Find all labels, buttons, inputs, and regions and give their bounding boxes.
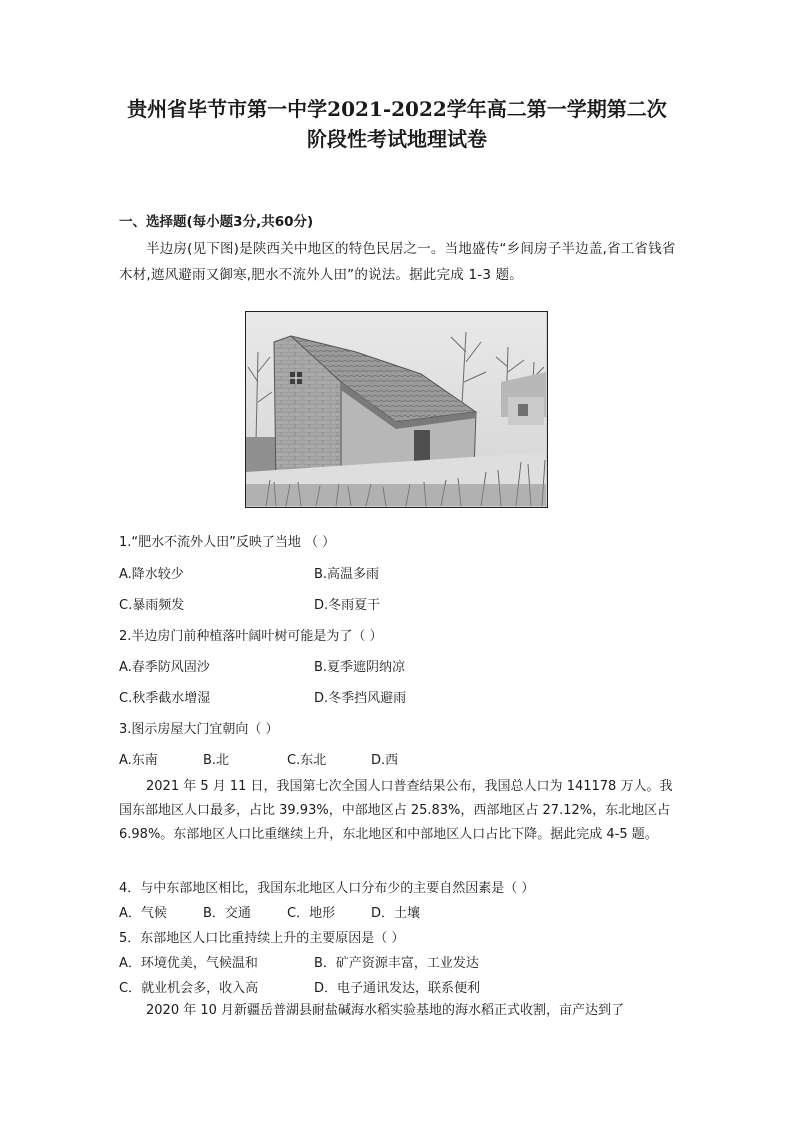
q2-option-b[interactable]: B.夏季遮阴纳凉 — [314, 660, 406, 675]
q2-option-d[interactable]: D.冬季挡风避雨 — [314, 691, 407, 706]
q1-option-c[interactable]: C.暴雨频发 — [119, 598, 185, 613]
half-house-illustration — [246, 312, 546, 506]
q5-option-b[interactable]: B．矿产资源丰富，工业发达 — [314, 956, 479, 971]
q4-option-b[interactable]: B．交通 — [203, 906, 251, 921]
intro-paragraph-3: 2020 年 10 月新疆岳普湖县耐盐碱海水稻实验基地的海水稻正式收割，亩产达到了 — [146, 1003, 625, 1018]
q5-option-c[interactable]: C．就业机会多，收入高 — [119, 981, 259, 996]
title-line-2: 阶段性考试地理试卷 — [307, 127, 487, 151]
q5-option-a[interactable]: A．环境优美，气候温和 — [119, 956, 258, 971]
q1-option-a[interactable]: A.降水较少 — [119, 567, 184, 582]
intro-paragraph-1: 半边房(见下图)是陕西关中地区的特色民居之一。当地盛传“乡间房子半边盖,省工省钱省木材,遮风避雨又御寒,肥水不流外人田”的说法。据此完成 1-3 题。 — [119, 241, 676, 283]
q4-option-d[interactable]: D．土壤 — [371, 906, 421, 921]
q2-option-a[interactable]: A.春季防风固沙 — [119, 660, 210, 675]
question-2-stem: 2.半边房门前种植落叶阔叶树可能是为了（ ） — [119, 629, 383, 644]
question-5-stem: 5．东部地区人口比重持续上升的主要原因是（ ） — [119, 931, 405, 946]
q3-option-d[interactable]: D.西 — [371, 753, 399, 768]
q3-option-b[interactable]: B.北 — [203, 753, 230, 768]
title-line-1: 贵州省毕节市第一中学2021-2022学年高二第一学期第二次 — [127, 97, 667, 121]
intro-paragraph-2: 2021 年 5 月 11 日，我国第七次全国人口普查结果公布，我国总人口为 141178 万人。我国东部地区人口最多，占比 39.93%，中部地区占 25.83%，西部地区占 27.12%，东北地区占 6.98%。东部地区人口比重继续上升，东北地区和中部地区人口占比下降。据此完成 4-5 题。 — [119, 779, 673, 842]
q4-option-a[interactable]: A．气候 — [119, 906, 167, 921]
half-house-photo — [245, 311, 548, 508]
exam-title — [100, 94, 694, 154]
q1-option-b[interactable]: B.高温多雨 — [314, 567, 380, 582]
q3-option-c[interactable]: C.东北 — [287, 753, 327, 768]
question-3-stem: 3.图示房屋大门宜朝向（ ） — [119, 722, 279, 737]
q5-option-d[interactable]: D．电子通讯发达，联系便利 — [314, 981, 481, 996]
q4-option-c[interactable]: C．地形 — [287, 906, 336, 921]
q2-option-c[interactable]: C.秋季截水增湿 — [119, 691, 211, 706]
section-heading: 一、选择题(每小题3分,共60分) — [119, 214, 314, 230]
question-4-stem: 4．与中东部地区相比，我国东北地区人口分布少的主要自然因素是（ ） — [119, 881, 535, 896]
q1-option-d[interactable]: D.冬雨夏干 — [314, 598, 381, 613]
question-1-stem: 1.“肥水不流外人田”反映了当地 （ ） — [119, 535, 336, 550]
q3-option-a[interactable]: A.东南 — [119, 753, 158, 768]
